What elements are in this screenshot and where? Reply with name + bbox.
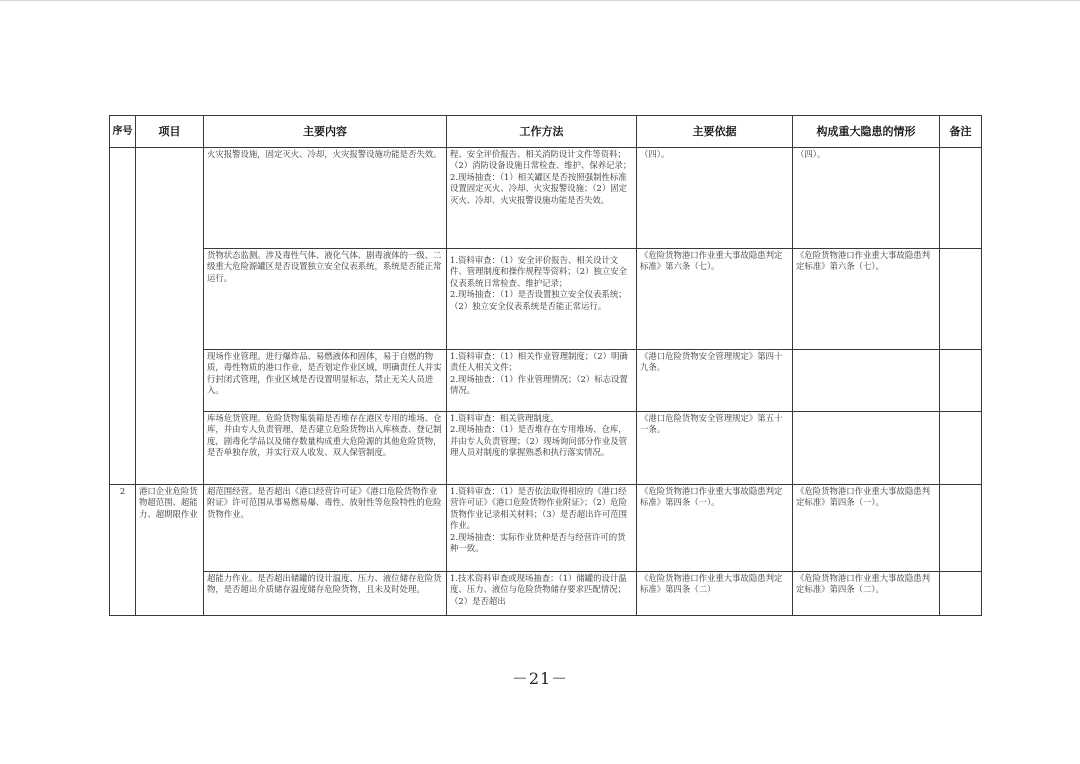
remark-cell bbox=[940, 249, 982, 350]
method-cell: 程、安全评价报告、相关消防设计文件等资料；（2）消防设备设施日常检查、维护、保养记录； 2.现场抽查：（1）相关罐区是否按照强制性标准设置固定灭火、冷却、火灾报警设施；（2）固定灭火、冷却、火灾报警设施功能是否失效。 bbox=[447, 148, 637, 249]
header-project: 项目 bbox=[136, 116, 204, 148]
project-cell-continued bbox=[136, 148, 204, 485]
method-cell: 1.资料审查：相关管理制度。 2.现场抽查：（1）是否堆存在专用堆场、仓库，并由专人负责管理；（2）现场询问部分作业及管理人员对制度的掌握熟悉和执行落实情况。 bbox=[447, 412, 637, 485]
remark-cell bbox=[940, 350, 982, 412]
table-row bbox=[110, 249, 982, 350]
header-basis: 主要依据 bbox=[637, 116, 793, 148]
project-cell: 港口企业危险货物超范围、超能力、超期限作业 bbox=[136, 485, 204, 616]
hazard-cell: 《危险货物港口作业重大事故隐患判定标准》第四条（一）。 bbox=[793, 485, 940, 572]
hazard-inspection-table bbox=[109, 115, 982, 616]
header-method: 工作方法 bbox=[447, 116, 637, 148]
table-header-row bbox=[110, 116, 982, 148]
method-cell: 1.技术资料审查或现场抽查：（1）储罐的设计温度、压力、液位与危险货物储存要求匹配情况；（2）是否超出 bbox=[447, 572, 637, 616]
header-remark: 备注 bbox=[940, 116, 982, 148]
table-row bbox=[110, 350, 982, 412]
basis-cell: 《港口危险货物安全管理规定》第五十一条。 bbox=[637, 412, 793, 485]
remark-cell bbox=[940, 572, 982, 616]
header-content: 主要内容 bbox=[204, 116, 447, 148]
page-number: －21－ bbox=[511, 669, 569, 688]
content-cell: 库场危货管理。危险货物集装箱是否堆存在港区专用的堆场、仓库，并由专人负责管理，是否建立危险货物出入库核查、登记制度，剧毒化学品以及储存数量构成重大危险源的其他危险货物，是否单独存放，并实行双人收发、双人保管制度。 bbox=[204, 412, 447, 485]
header-seq: 序号 bbox=[110, 116, 136, 148]
basis-cell: 《危险货物港口作业重大事故隐患判定标准》第六条（七）。 bbox=[637, 249, 793, 350]
page-top-edge bbox=[0, 0, 1080, 7]
table-row bbox=[110, 412, 982, 485]
method-cell: 1.资料审查：（1）是否依法取得相应的《港口经营许可证》《港口危险货物作业附证》；（2）危险货物作业记录相关材料；（3）是否超出许可范围作业。 2.现场抽查：实际作业货种是否与经营许可的货种一致。 bbox=[447, 485, 637, 572]
method-cell: 1.资料审查：（1）安全评价报告、相关设计文件、管理制度和操作规程等资料；（2）独立安全仪表系统日常检查、维护记录； 2.现场抽查：（1）是否设置独立安全仪表系统；（2）独立安全仪表系统是否能正常运行。 bbox=[447, 249, 637, 350]
method-cell: 1.资料审查：（1）相关作业管理制度；（2）明确责任人相关文件； 2.现场抽查：（1）作业管理情况；（2）标志设置情况。 bbox=[447, 350, 637, 412]
seq-cell: 2 bbox=[110, 485, 136, 616]
remark-cell bbox=[940, 412, 982, 485]
hazard-cell bbox=[793, 412, 940, 485]
remark-cell bbox=[940, 148, 982, 249]
content-cell: 超范围经营。是否超出《港口经营许可证》《港口危险货物作业附证》许可范围从事易燃易爆、毒性、放射性等危险特性的危险货物作业。 bbox=[204, 485, 447, 572]
content-cell: 现场作业管理。进行爆炸品、易燃液体和固体，易于自燃的物质，毒性物质的港口作业，是否划定作业区域，明确责任人并实行封闭式管理，作业区域是否设置明显标志，禁止无关人员进入。 bbox=[204, 350, 447, 412]
table-row bbox=[110, 485, 982, 572]
seq-cell-continued bbox=[110, 148, 136, 485]
basis-cell: 《港口危险货物安全管理规定》第四十九条。 bbox=[637, 350, 793, 412]
basis-cell: （四）。 bbox=[637, 148, 793, 249]
table-row bbox=[110, 148, 982, 249]
basis-cell: 《危险货物港口作业重大事故隐患判定标准》第四条（二） bbox=[637, 572, 793, 616]
content-cell: 超能力作业。是否超出储罐的设计温度、压力、液位储存危险货物，是否超出介质储存温度储存危险货物，且未及时处理。 bbox=[204, 572, 447, 616]
remark-cell bbox=[940, 485, 982, 572]
hazard-cell: 《危险货物港口作业重大事故隐患判定标准》第六条（七）。 bbox=[793, 249, 940, 350]
hazard-cell bbox=[793, 350, 940, 412]
hazard-cell: （四）。 bbox=[793, 148, 940, 249]
content-cell: 火灾报警设施，固定灭火、冷却，火灾报警设施功能是否失效。 bbox=[204, 148, 447, 249]
hazard-cell: 《危险货物港口作业重大事故隐患判定标准》第四条（二）。 bbox=[793, 572, 940, 616]
basis-cell: 《危险货物港口作业重大事故隐患判定标准》第四条（一）。 bbox=[637, 485, 793, 572]
header-hazard: 构成重大隐患的情形 bbox=[793, 116, 940, 148]
table-row bbox=[110, 572, 982, 616]
content-cell: 货物状态监测。涉及毒性气体、液化气体、剧毒液体的一级、二级重大危险源罐区是否设置独立安全仪表系统，系统是否能正常运行。 bbox=[204, 249, 447, 350]
